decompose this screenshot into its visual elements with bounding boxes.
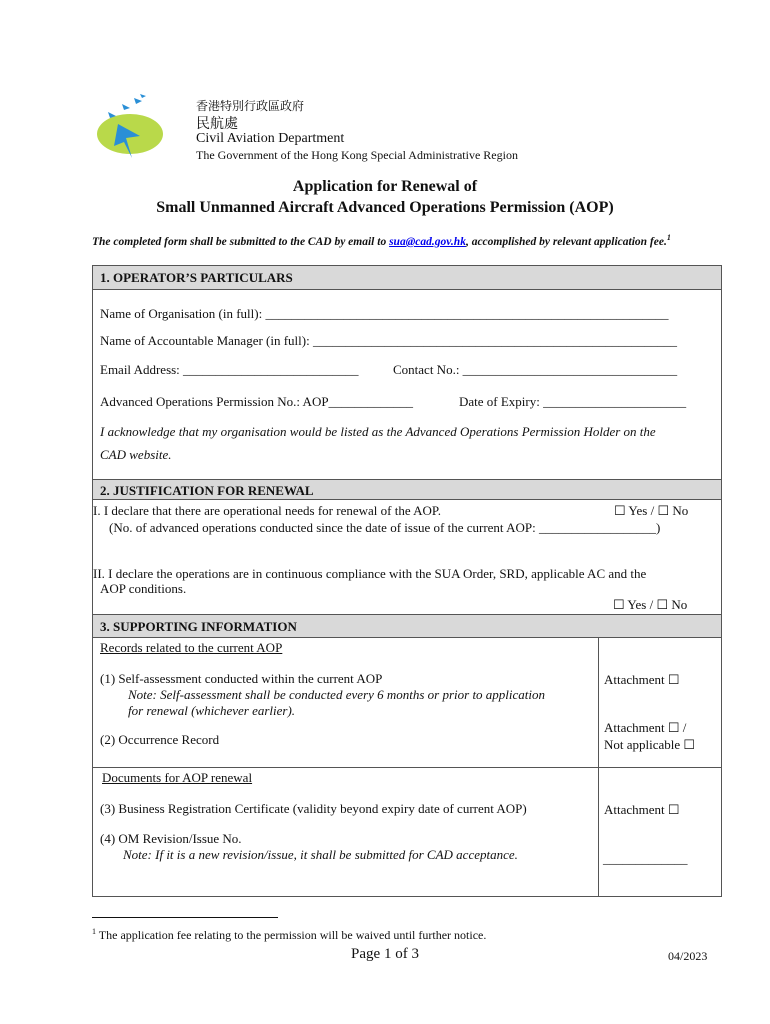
documents-heading: Documents for AOP renewal [102, 770, 253, 785]
intro-part2: , accomplished by relevant application fee. [465, 235, 667, 248]
footnote [92, 927, 486, 943]
self-assessment-note2: for renewal (whichever earlier). [128, 703, 296, 718]
occurrence-not-applicable-checkbox[interactable]: Not applicable ☐ [604, 737, 696, 752]
om-revision-note: Note: If it is a new revision/issue, it shall be submitted for CAD acceptance. [123, 847, 518, 862]
org-chinese: 香港特別行政區政府 [196, 99, 305, 113]
records-heading: Records related to the current AOP [100, 640, 283, 655]
business-registration-attachment-checkbox[interactable]: Attachment ☐ [604, 802, 680, 817]
acknowledge-line1: I acknowledge that my organisation would be listed as the Advanced Operations Permission Holder on the [100, 424, 656, 439]
section2-heading: 2. JUSTIFICATION FOR RENEWAL [93, 479, 721, 500]
contact-field[interactable]: Contact No.: _________________________________ [393, 362, 678, 377]
section-operator-particulars [92, 265, 722, 480]
section-justification [92, 479, 722, 615]
aop-number-field[interactable]: Advanced Operations Permission No.: AOP_____________ [100, 394, 414, 409]
email-link[interactable]: sua@cad.gov.hk [389, 235, 466, 248]
row-divider [93, 767, 721, 768]
document-om-revision: (4) OM Revision/Issue No. [100, 831, 242, 846]
footnote-rule [92, 917, 278, 918]
form-title-line2: Small Unmanned Aircraft Advanced Operations Permission (AOP) [156, 199, 614, 216]
page-number: Page 1 of 3 [351, 946, 419, 962]
section-supporting-information [92, 614, 722, 897]
self-assessment-note1: Note: Self-assessment shall be conducted every 6 months or prior to application [128, 687, 546, 702]
section3-heading: 3. SUPPORTING INFORMATION [93, 615, 721, 638]
item2-yes-no-checkbox[interactable]: ☐ Yes / ☐ No [613, 597, 688, 612]
dept-english: Civil Aviation Department [196, 131, 345, 146]
manager-name-field[interactable]: Name of Accountable Manager (in full): ________________________________________________________ [100, 333, 677, 348]
justification-item1: I. I declare that there are operational needs for renewal of the AOP. [93, 503, 441, 518]
government-name: The Government of the Hong Kong Special Administrative Region [196, 148, 518, 162]
dept-chinese: 民航處 [196, 117, 238, 132]
footnote-mark: 1 [92, 927, 96, 936]
record-occurrence: (2) Occurrence Record [100, 732, 220, 747]
justification-item2-line1: II. I declare the operations are in continuous compliance with the SUA Order, SRD, applicable AC and the [93, 566, 647, 581]
occurrence-attachment-checkbox[interactable]: Attachment ☐ / [604, 720, 687, 735]
acknowledge-line2: CAD website. [100, 447, 172, 462]
footnote-text: The application fee relating to the permission will be waived until further notice. [98, 928, 487, 942]
email-field[interactable]: Email Address: ___________________________ [100, 362, 359, 377]
cad-logo-icon [96, 94, 168, 164]
form-title-line1: Application for Renewal of [292, 178, 478, 195]
section1-heading: 1. OPERATOR’S PARTICULARS [93, 266, 721, 290]
footnote-ref: 1 [666, 233, 671, 242]
item1-yes-no-checkbox[interactable]: ☐ Yes / ☐ No [614, 503, 689, 518]
intro-text [92, 230, 722, 250]
intro-part1: The completed form shall be submitted to the CAD by email to [92, 235, 390, 248]
org-name-field[interactable]: Name of Organisation (in full): ______________________________________________________________ [100, 306, 669, 321]
form-version-date: 04/2023 [668, 949, 708, 963]
justification-item2-line2: AOP conditions. [100, 581, 187, 596]
operations-count-field[interactable]: (No. of advanced operations conducted since the date of issue of the current AOP: __________________) [109, 520, 661, 535]
self-assessment-attachment-checkbox[interactable]: Attachment ☐ [604, 672, 680, 687]
expiry-date-field[interactable]: Date of Expiry: ______________________ [459, 394, 687, 409]
document-business-registration: (3) Business Registration Certificate (validity beyond expiry date of current AOP) [100, 801, 527, 816]
record-self-assessment: (1) Self-assessment conducted within the current AOP [100, 671, 383, 686]
om-revision-field[interactable]: _____________ [603, 851, 688, 866]
